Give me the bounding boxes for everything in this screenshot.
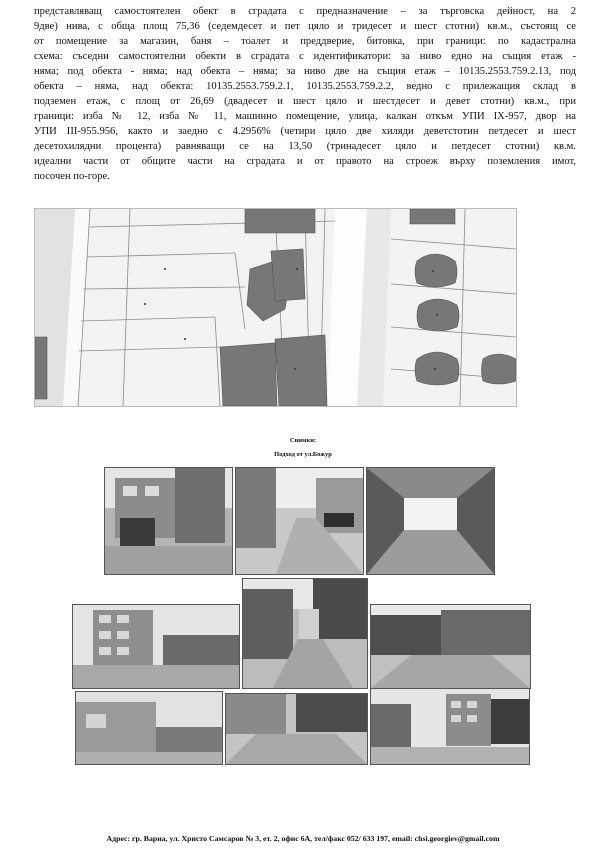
paragraph-line: десетохилядни процента) равняващи се на 13,50 (тринадесет цяло и петдесет стотни) кв.м. <box>34 141 576 152</box>
photos-subtitle: Подход от ул.Божур <box>274 451 332 458</box>
paragraph-line: 9две) нива, с обща площ 75,36 (седемдесет и пет цяло и тридесет и шест стотни) кв.м., състоящ се <box>34 21 576 32</box>
paragraph-line: граници: изба № 12, изба № 11, машинно помещение, улица, калкан откъм УПИ IX-957, двор на <box>34 111 576 122</box>
paragraph-line: от помещение за магазин, баня – тоалет и преддверие, битовка, при граници: по кадастрална <box>34 36 576 47</box>
footer-contact: Адрес: гр. Варна, ул. Христо Самсаров № 3, ет. 2, офис 6А, тел/факс 052/ 633 197, email: chsi.georgiev@gmail.com <box>106 834 500 843</box>
photo-corner-building <box>75 691 223 765</box>
paragraph-line: подземен етаж, с площ от 26,69 (двадесет и шест цяло и шестдесет и девет стотни) кв.м., при <box>34 96 576 107</box>
cadastral-map-drawing <box>35 209 516 406</box>
paragraph-line: УПИ III-955.956, както и заедно с 4.2956% (четири цяло две хиляди деветстотин петдесет и шест <box>34 126 576 137</box>
photo-building-3 <box>370 688 530 765</box>
photo-building-2 <box>72 604 240 689</box>
paragraph-line: схема: съседни самостоятелни обекти в сградата с идентификатори: за ниво едно на същия етаж - <box>34 51 576 62</box>
photo-street-view-1 <box>235 467 364 575</box>
photo-yard-2 <box>225 693 368 765</box>
photo-yard-1 <box>370 604 531 689</box>
photo-passage <box>366 467 495 575</box>
paragraph-line: посочен по-горе. <box>34 171 110 182</box>
photo-street-building-1 <box>104 467 233 575</box>
paragraph-line: обекта – няма, над обекта: 10135.2553.759.2.1, 10135.2553.759.2.2, ведно с прилежащия склад в <box>34 81 576 92</box>
paragraph-line: представляващ самостоятелен обект в сградата с предназначение – за търговска дейност, на 2 <box>34 6 576 17</box>
document-paragraph <box>34 4 576 184</box>
photo-street-view-2 <box>242 578 368 689</box>
photos-title: Снимки: <box>289 437 317 444</box>
paragraph-line: идеални части от общите части на сградата и от правото на строеж върху поземления имот, <box>34 156 576 167</box>
paragraph-line: няма; под обекта - няма; над обекта – няма; за ниво две на същия етаж – 10135.2553.759.2.13, под <box>34 66 576 77</box>
cadastral-map <box>34 208 517 407</box>
